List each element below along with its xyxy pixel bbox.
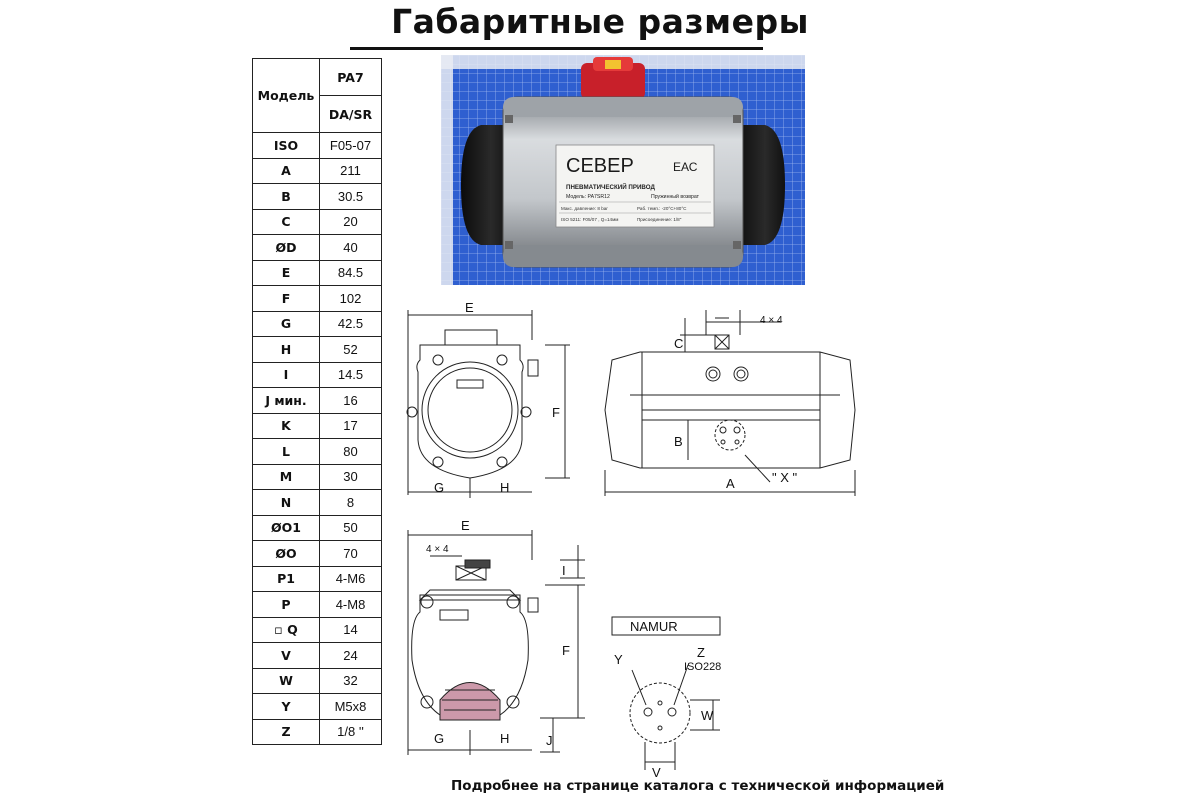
dimension-key: E — [253, 260, 320, 286]
dimension-value: 1/8 '' — [320, 719, 382, 745]
dim-label-square-top: 4 × 4 — [760, 315, 783, 326]
dimension-key: L — [253, 439, 320, 465]
footer-note: Подробнее на странице каталога с технической информацией — [451, 778, 945, 794]
dimension-key: J мин. — [253, 388, 320, 414]
dim-label-z: Z — [697, 645, 705, 660]
dimension-key: I — [253, 362, 320, 388]
dimension-key: ØO — [253, 541, 320, 567]
table-row — [253, 617, 382, 643]
dimension-value: 20 — [320, 209, 382, 235]
dimension-value: 52 — [320, 337, 382, 363]
table-row — [253, 311, 382, 337]
brand-logo: СЕВЕР — [566, 155, 634, 177]
dimensions-table — [252, 58, 382, 745]
table-row — [253, 668, 382, 694]
dimension-key: B — [253, 184, 320, 210]
table-row — [253, 235, 382, 261]
dimension-value: 4-M8 — [320, 592, 382, 618]
dimension-value: 14 — [320, 617, 382, 643]
dimension-key: ØD — [253, 235, 320, 261]
svg-text:Модель: PA7SR12: Модель: PA7SR12 — [566, 194, 610, 200]
dimension-key: K — [253, 413, 320, 439]
table-row — [253, 286, 382, 312]
dim-label-w: W — [701, 708, 714, 723]
dimension-key: W — [253, 668, 320, 694]
dim-label-f: F — [552, 405, 560, 420]
table-row — [253, 566, 382, 592]
dimension-key: H — [253, 337, 320, 363]
dimension-value: F05-07 — [320, 133, 382, 159]
dim-label-b: B — [674, 434, 683, 449]
dimension-value: 70 — [320, 541, 382, 567]
dimension-value: 8 — [320, 490, 382, 516]
table-row — [253, 464, 382, 490]
table-row — [253, 209, 382, 235]
table-row — [253, 592, 382, 618]
dimension-key: Y — [253, 694, 320, 720]
table-row — [253, 515, 382, 541]
dimension-value: 42.5 — [320, 311, 382, 337]
dimension-value: 211 — [320, 158, 382, 184]
dimension-key: C — [253, 209, 320, 235]
table-row — [253, 541, 382, 567]
dimension-key: M — [253, 464, 320, 490]
model-header-cell: Модель — [253, 59, 320, 133]
dimension-value: 32 — [320, 668, 382, 694]
dimension-value: 30.5 — [320, 184, 382, 210]
dim-label-h-bottom: H — [500, 731, 510, 746]
detail-x-label: " X " — [772, 470, 798, 485]
section-view — [408, 530, 585, 755]
namur-label: NAMUR — [630, 619, 678, 634]
svg-text:Раб. темп.: -20°C+80°C: Раб. темп.: -20°C+80°C — [637, 206, 687, 211]
dim-label-v: V — [652, 765, 661, 780]
dim-label-e: E — [465, 300, 474, 315]
svg-text:ISO 5211: F05/07 , Q=14мм: ISO 5211: F05/07 , Q=14мм — [561, 217, 619, 222]
dimension-key: ISO — [253, 133, 320, 159]
dimension-value: 80 — [320, 439, 382, 465]
eac-mark: ЕАС — [673, 160, 698, 174]
type-value-cell: DA/SR — [320, 96, 382, 133]
dimension-value: 16 — [320, 388, 382, 414]
dimension-value: 84.5 — [320, 260, 382, 286]
table-row — [253, 439, 382, 465]
dimension-value: 50 — [320, 515, 382, 541]
dim-label-e-bottom: E — [461, 518, 470, 533]
table-row — [253, 643, 382, 669]
table-row — [253, 413, 382, 439]
table-row — [253, 490, 382, 516]
actuator-photo — [441, 55, 805, 285]
svg-text:Присоединение: 1/8": Присоединение: 1/8" — [637, 217, 682, 222]
iso228-label: ISO228 — [684, 661, 722, 673]
table-row — [253, 362, 382, 388]
dimension-value: 24 — [320, 643, 382, 669]
svg-text:Пружинный возврат: Пружинный возврат — [651, 194, 700, 200]
dim-label-c: C — [674, 336, 684, 351]
dim-label-i: I — [562, 563, 566, 578]
side-view — [605, 310, 855, 496]
dimension-value: 17 — [320, 413, 382, 439]
technical-drawing — [400, 290, 870, 780]
dimension-key: ØO1 — [253, 515, 320, 541]
dim-label-f-bottom: F — [562, 643, 570, 658]
dimension-key: G — [253, 311, 320, 337]
svg-text:ПНЕВМАТИЧЕСКИЙ ПРИВОД: ПНЕВМАТИЧЕСКИЙ ПРИВОД — [566, 184, 655, 191]
front-view — [407, 310, 570, 498]
table-row — [253, 133, 382, 159]
dimension-key: F — [253, 286, 320, 312]
table-header-row — [253, 59, 382, 96]
dim-label-a: A — [726, 476, 735, 491]
page-title: Габаритные размеры — [391, 2, 809, 41]
dimension-value: M5x8 — [320, 694, 382, 720]
title-underline — [350, 47, 763, 50]
dim-label-j: J — [546, 733, 553, 748]
model-value-cell: PA7 — [320, 59, 382, 96]
dimension-key: P1 — [253, 566, 320, 592]
dimension-value: 102 — [320, 286, 382, 312]
table-row — [253, 158, 382, 184]
dim-label-g: G — [434, 480, 445, 495]
dim-label-y: Y — [614, 652, 623, 667]
table-row — [253, 337, 382, 363]
dimension-value: 40 — [320, 235, 382, 261]
table-row — [253, 694, 382, 720]
svg-text:Макс. давление: 8 bar: Макс. давление: 8 bar — [561, 206, 608, 211]
dimension-key: N — [253, 490, 320, 516]
dimension-key: ▫ Q — [253, 617, 320, 643]
dim-label-h: H — [500, 480, 510, 495]
dimension-value: 4-M6 — [320, 566, 382, 592]
dimension-value: 14.5 — [320, 362, 382, 388]
dim-label-g-bottom: G — [434, 731, 445, 746]
table-row — [253, 260, 382, 286]
table-row — [253, 184, 382, 210]
dimension-key: Z — [253, 719, 320, 745]
dimension-key: P — [253, 592, 320, 618]
dim-label-square-side: 4 × 4 — [426, 544, 449, 555]
table-row — [253, 719, 382, 745]
dimension-key: V — [253, 643, 320, 669]
dimension-key: A — [253, 158, 320, 184]
dimension-value: 30 — [320, 464, 382, 490]
table-row — [253, 388, 382, 414]
namur-detail — [612, 617, 720, 770]
